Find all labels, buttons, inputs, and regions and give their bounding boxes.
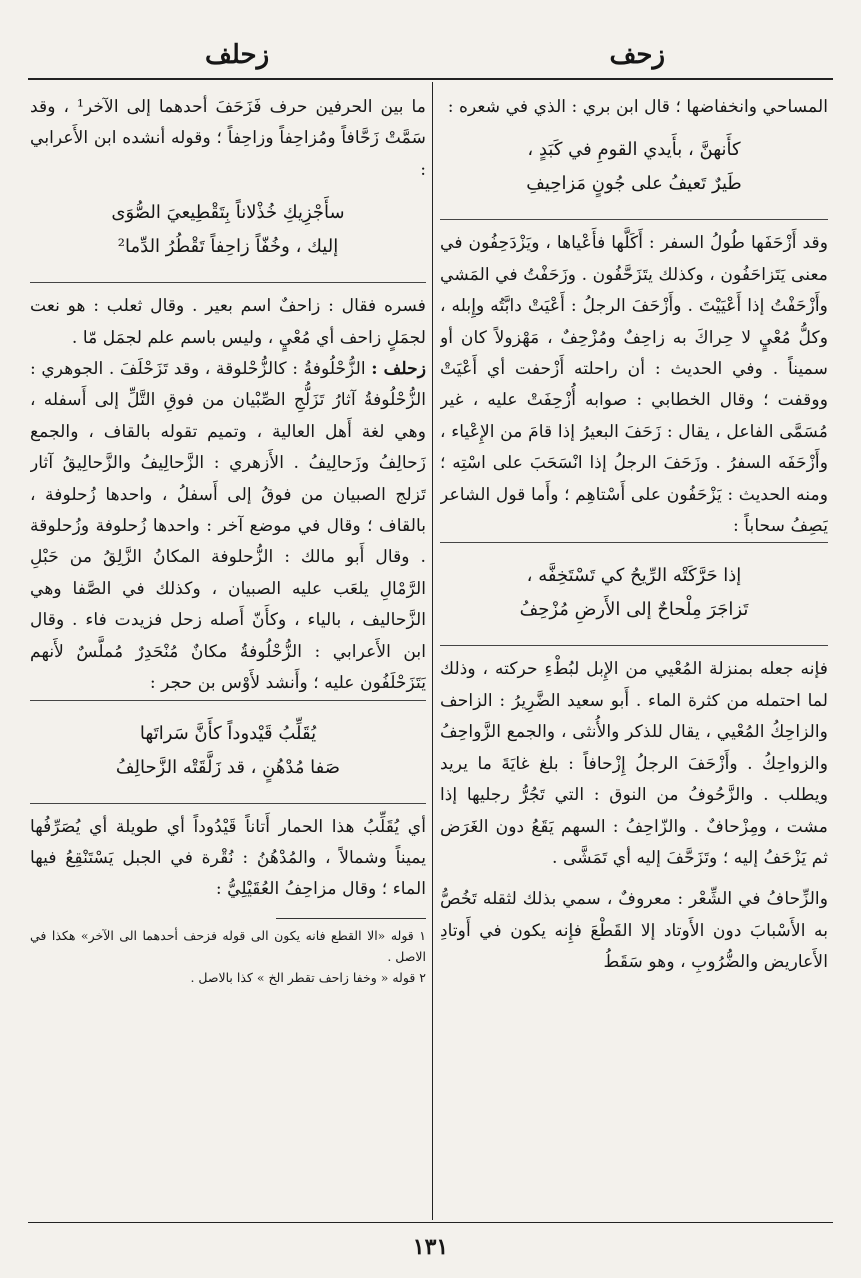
verse-line: سأَجْزِيكِ خُذْلاناً بِتَقْطِيعيَ الصُّوَى	[111, 202, 345, 224]
verse-line: إذا حَرَّكَتْه الرِّيحُ كي تَسْتَخِفَّه ،	[526, 565, 742, 587]
paragraph: فإنه جعله بمنزلة المُعْيي من الإِبل لبُطْءِ حركته ، وذلك لما احتمله من كثرة الماء . أَبو سعيد الضَّرِيرُ : الزاحف والزاحِكُ المُعْيي ، يقال للذكر والأُنثى ، والجمع الزَّواحِفُ والزواحِكُ . وأَزْحَفَ الرجلُ إِزْحافاً : بلغ غايَةَ ما يريد ويطلب . والزَّحُوفُ من النوق : التي تَجُرُّ رجليها إذا مشت ، ومِزْحافٌ . والزّاحِفُ : السهم يَقَعُ دون الغَرَض ثم يَزْحَفُ إليه ؛ وتَزَحَّفَ إليه أي تَمَشَّى .	[440, 659, 828, 868]
paragraph: المساحي وانخفاضها ؛ قال ابن بري : الذي في شعره :	[447, 97, 828, 117]
verse	[30, 196, 426, 264]
verse-line: طَيرٌ تَعيفُ على جُونٍ مَزاحِيفِ	[526, 173, 742, 195]
entry-headword: زحلف :	[371, 359, 426, 380]
left-column	[30, 92, 426, 1220]
verse-line: إليك ، وخُفّاً زاحِفاً تَقْطُرُ الدِّما²	[117, 236, 339, 258]
paragraph: ما بين الحرفين حرف فَزَحَفَ أحدهما إلى الآخر¹ ، وقد سَمَّتْ زَحَّافاً ومُزاحِفاً وزاحِفاً ؛ وقوله أنشده ابن الأَعرابي :	[30, 97, 426, 180]
footnotes	[30, 925, 426, 988]
verse	[30, 717, 426, 785]
verse-block	[30, 196, 426, 283]
entry-text: الزُّحْلُوفةُ : كالزُّحْلوقة ، وقد تَزَحْلَفَ . الجوهري : الزُّحْلُوفةُ آثارُ تَزَلُّجِ الصِّبْيان من فوقِ التَّلِّ إلى أَسفله ، وهي لغة أَهل العالية ، وتميم تقوله بالقاف ، والجمع زَحالِفُ وزَحالِيفُ . الأَزهري : الزَّحالِيفُ والزَّحالِيقُ آثار تَزلج الصبيان من فوقُ إلى أَسفلُ ، واحدها زُحلوفة ، بالقاف ؛ وقال في موضع آخر : واحدها زُحلوفة وزُحلوقة . وقال أَبو مالك : الزُّحلوفة المكانُ الزَّلِقُ من حَبْلِ الرَّمْالِ يلعَب عليه الصبيان ، وكذلك في الصَّفا وهي الزَّحاليف ، بالياء ، وكأَنّ أَصله زحل فزيدت فاء . وقال ابن الأَعرابي : الزُّحْلُوفةُ مكانٌ مُنْحَدِرٌ مُملَّسٌ لأَنهم يَتَزَحْلَفُون عليه ؛ وأَنشد لأَوْس بن حجر :	[30, 359, 426, 694]
verse	[440, 559, 828, 627]
verse-line: يُقَلِّبُ قَيْدوداً كأَنَّ سَراتَها	[139, 722, 317, 744]
verse	[440, 133, 828, 201]
verse-line: تَزاجَرَ مِلْحاحٌ إلى الأَرضِ مُزْحِفُ	[519, 599, 749, 621]
right-headword: زحف	[609, 40, 665, 70]
paragraph: والزِّحافُ في الشِّعْر : معروفٌ ، سمي بذلك لثقله تَخُصُّ به الأَسْبابَ دون الأَوتاد إلا القَطْعَ فإِنه يكون في أَوتادِ الأَعاريض والضُّرُوبِ ، وهو سَقَطُ	[440, 889, 828, 973]
page-header	[0, 40, 861, 76]
paragraph: وقد أَزْحَفَها طُولُ السفر : أَكَلَّها فأَعْياها ، ويَزْدَحِفُون في معنى يَتَزاحَفُون ، وكذلك يتَزَحَّفُون . وزَحَفْتُ في المَشي وأَزْحَفْتُ إذا أَعْيَيْتَ . وأَزْحَفَ الرجلُ : أَعْيَتْ دابَّتُه وإِبله ، وكلُّ مُعْيٍ لا حِراكَ به زاحِفٌ ومُزْحِفٌ ، مَهْزولاً كان أو سميناً . وفي الحديث : أن راحلته أَزْحفت أي أَعْيَتْ ووقفت ؛ وقال الخطابي : صوابه أُزْحِفَتْ عليه ، غير مُسَمَّى الفاعل ، يقال : زَحَفَ البعيرُ إذا قامَ من الإِعْياء ، وأَزْحَفَه السفرُ . وزَحَفَ الرجلُ إذا انْسَحَبَ على اسْتِه ؛ ومنه الحديث : يَزْحَفُون على أَسْتاهِم ؛ وأَما قول الشاعر يَصِفُ سحاباً :	[440, 233, 828, 537]
footnote: ١ قوله «الا القطع فانه يكون الى قوله فزحف أحدهما الى الآخر» هكذا في الاصل .	[30, 927, 426, 964]
verse-block	[440, 133, 828, 220]
column-divider	[432, 82, 433, 1220]
header-rule	[28, 78, 833, 80]
entry-paragraph	[30, 354, 426, 699]
right-column	[440, 92, 828, 1220]
paragraph: فسره فقال : زاحفٌ اسم بعير . وقال ثعلب : هو نعت لجمَلٍ زاحف أي مُعْيٍ ، وليس باسم علم لجمَل مّا .	[30, 296, 426, 348]
verse-line: كأَنهنَّ ، بأَيدي القومِ في كَبَدٍ ،	[527, 139, 741, 161]
verse-block	[440, 542, 828, 646]
verse-block	[30, 700, 426, 804]
paragraph: أي يُقَلِّبُ هذا الحمار أَتاناً قَيْدُوداً أي طويلة أي يُصَرِّفُها يميناً وشمالاً ، والمُدْهُنُ : نُقْرة في الجبل يَسْتَنْقِعُ فيها الماء ؛ وقال مزاحِفُ العُقَيْلِيُّ :	[30, 816, 426, 900]
left-headword: زحلف	[205, 40, 270, 70]
footnote-rule	[276, 918, 426, 919]
verse-line: صَفا مُدْهُنٍ ، قد زَلَّقَتْه الزَّحالِفُ	[115, 756, 341, 778]
footnote: ٢ قوله « وخفا زاحف تقطر الخ » كذا بالاصل .	[190, 969, 426, 985]
page-number: ١٣١	[412, 1234, 449, 1260]
footer-rule	[28, 1222, 833, 1223]
